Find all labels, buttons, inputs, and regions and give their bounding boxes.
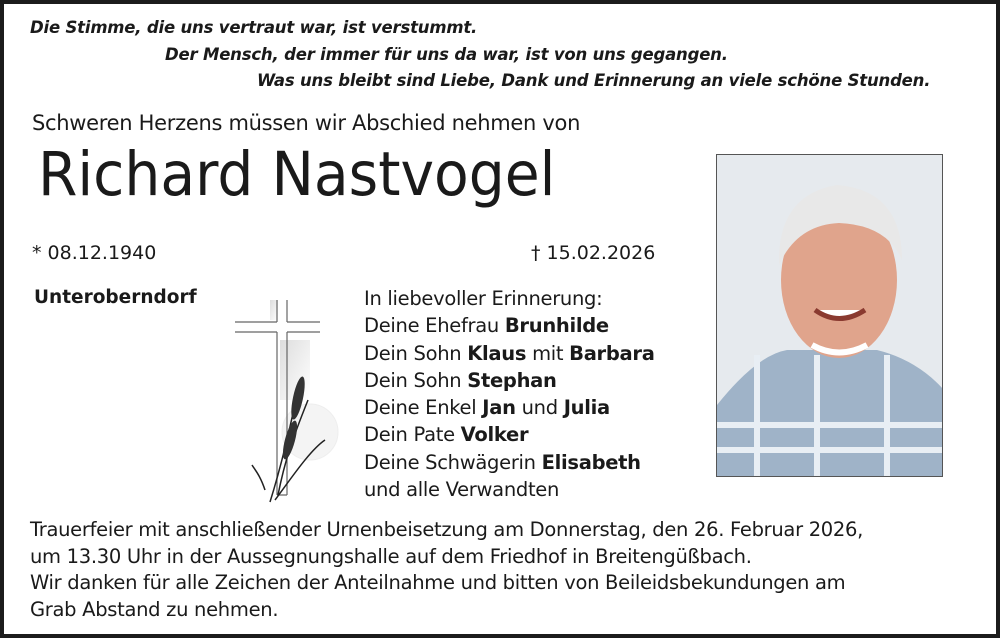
family-line: Deine Enkel Jan und Julia xyxy=(364,396,610,420)
closing-line-2: um 13.30 Uhr in der Aussegnungshalle auf dem Friedhof in Breitengüßbach. xyxy=(30,544,752,568)
closing-line-3: Wir danken für alle Zeichen der Anteilnahme und bitten von Beileidsbekundungen am xyxy=(30,571,846,594)
poem-line-3: Was uns bleibt sind Liebe, Dank und Erinnerung an viele schöne Stunden. xyxy=(257,71,931,90)
family-line: Dein Sohn Klaus mit Barbara xyxy=(364,341,655,365)
family-list xyxy=(364,285,655,503)
death-date: † 15.02.2026 xyxy=(531,242,656,264)
poem-line-1: Die Stimme, die uns vertraut war, ist verstummt. xyxy=(30,18,478,37)
intro-text: Schweren Herzens müssen wir Abschied nehmen von xyxy=(32,111,581,135)
deceased-name: Richard Nastvogel xyxy=(38,139,556,210)
poem-line-2: Der Mensch, der immer für uns da war, ist von uns gegangen. xyxy=(165,45,728,64)
family-heading: In liebevoller Erinnerung: xyxy=(364,287,603,310)
family-line: Dein Pate Volker xyxy=(364,423,529,447)
place: Unteroberndorf xyxy=(34,287,197,308)
family-line: Dein Sohn Stephan xyxy=(364,368,557,392)
family-line: Deine Schwägerin Elisabeth xyxy=(364,450,641,474)
family-line: Deine Ehefrau Brunhilde xyxy=(364,314,609,338)
family-last: und alle Verwandten xyxy=(364,478,560,502)
closing-line-1: Trauerfeier mit anschließender Urnenbeisetzung am Donnerstag, den 26. Februar 2026, xyxy=(30,518,864,541)
portrait-photo xyxy=(716,154,943,477)
closing-line-4: Grab Abstand zu nehmen. xyxy=(30,597,279,621)
birth-date: * 08.12.1940 xyxy=(32,242,157,264)
cross-wheat-icon xyxy=(230,290,340,512)
closing-text xyxy=(30,517,863,623)
